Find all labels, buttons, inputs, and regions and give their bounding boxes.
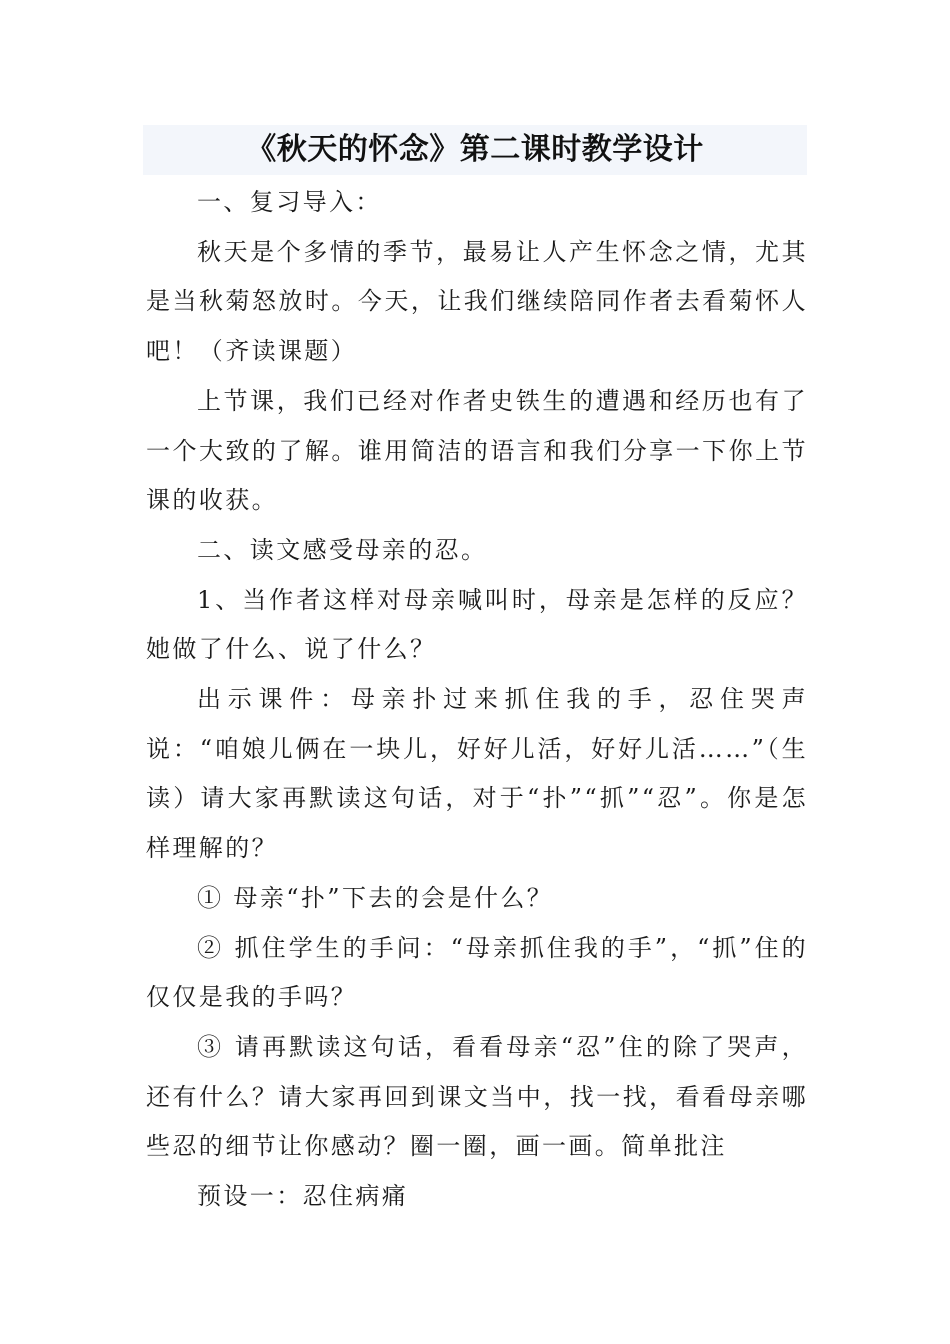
paragraph-preset-1: 预设一：忍住病痛 <box>197 1182 409 1211</box>
paragraph-question-1: 1、当作者这样对母亲喊叫时，母亲是怎样的反应？她做了什么、说了什么？ <box>146 585 808 664</box>
paragraph-review-heading: 一、复习导入： <box>197 188 382 216</box>
paragraph-item-2: ② 抓住学生的手问：“母亲抓住我的手”，“抓”住的仅仅是我的手吗？ <box>146 933 808 1012</box>
document-body <box>146 178 808 1222</box>
document-title: 《秋天的怀念》第二课时教学设计 <box>246 132 704 167</box>
paragraph-section-two-heading: 二、读文感受母亲的忍。 <box>197 535 488 564</box>
paragraph-item-3: ③ 请再默读这句话，看看母亲“忍”住的除了哭声，还有什么？请大家再回到课文当中，找一找，看看母亲哪些忍的细节让你感动？圈一圈，画一画。简单批注 <box>146 1032 808 1161</box>
paragraph-courseware: 出示课件：母亲扑过来抓住我的手，忍住哭声说：“咱娘儿俩在一块儿，好好儿活，好好儿活……”（生读）请大家再默读这句话，对于“扑”“抓”“忍”。你是怎样理解的？ <box>146 685 808 863</box>
paragraph-intro: 秋天是个多情的季节，最易让人产生怀念之情，尤其是当秋菊怒放时。今天，让我们继续陪同作者去看菊怀人吧！（齐读课题） <box>146 237 808 366</box>
paragraph-last-lesson: 上节课，我们已经对作者史铁生的遭遇和经历也有了一个大致的了解。谁用简洁的语言和我们分享一下你上节课的收获。 <box>146 386 808 515</box>
paragraph-item-1: ① 母亲“扑”下去的会是什么？ <box>197 883 554 912</box>
